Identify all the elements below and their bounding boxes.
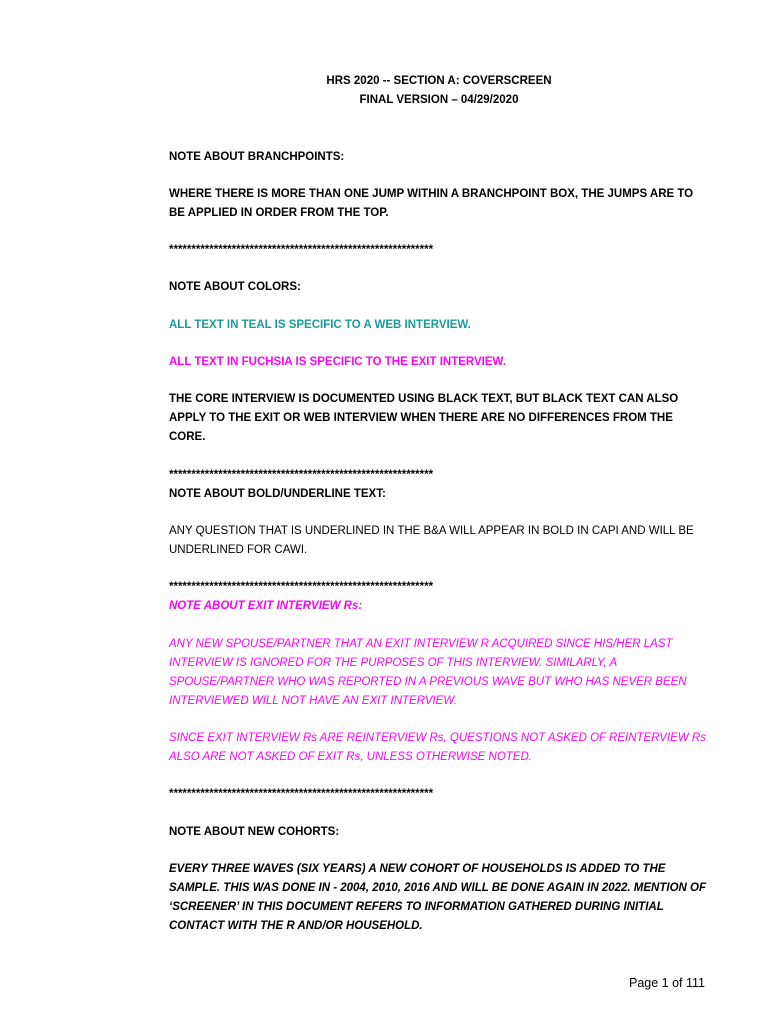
branchpoints-body: WHERE THERE IS MORE THAN ONE JUMP WITHIN A BRANCHPOINT BOX, THE JUMPS ARE TO BE APPLIED IN ORDER FROM THE TOP. [169, 188, 694, 219]
cohorts-heading: NOTE ABOUT NEW COHORTS: [169, 826, 340, 838]
separator-3: *********************************************************** [169, 581, 434, 593]
page-number: Page 1 of 111 [629, 976, 705, 990]
separator-4: *********************************************************** [169, 788, 434, 800]
doc-version: FINAL VERSION – 04/29/2020 [359, 94, 519, 106]
cohorts-body: EVERY THREE WAVES (SIX YEARS) A NEW COHORT OF HOUSEHOLDS IS ADDED TO THE SAMPLE. THIS WAS DONE IN - 2004, 2010, 2016 AND WILL BE DONE AGAIN IN 2022. MENTION OF ‘SCREENER’ IN THIS DOCUMENT REFERS TO INFORMATION GATHERED DURING INITIAL CONTACT WITH THE R AND/OR HOUSEHOLD. [169, 863, 706, 932]
core-note: THE CORE INTERVIEW IS DOCUMENTED USING BLACK TEXT, BUT BLACK TEXT CAN ALSO APPLY TO THE EXIT OR WEB INTERVIEW WHEN THERE ARE NO DIFFERENCES FROM THE CORE. [169, 393, 679, 443]
bold-underline-body: ANY QUESTION THAT IS UNDERLINED IN THE B&A WILL APPEAR IN BOLD IN CAPI AND WILL BE UNDERLINED FOR CAWI. [169, 525, 694, 556]
exit-rs-para1: ANY NEW SPOUSE/PARTNER THAT AN EXIT INTERVIEW R ACQUIRED SINCE HIS/HER LAST INTERVIEW IS IGNORED FOR THE PURPOSES OF THIS INTERVIEW. SIMILARLY, A SPOUSE/PARTNER WHO WAS REPORTED IN A PREVIOUS WAVE BUT WHO HAS NEVER BEEN INTERVIEWED WILL NOT HAVE AN EXIT INTERVIEW. [169, 638, 687, 707]
exit-rs-heading: NOTE ABOUT EXIT INTERVIEW Rs: [169, 600, 363, 612]
separator-1: *********************************************************** [169, 244, 434, 256]
colors-heading: NOTE ABOUT COLORS: [169, 281, 301, 293]
teal-note: ALL TEXT IN TEAL IS SPECIFIC TO A WEB INTERVIEW. [169, 319, 471, 331]
doc-title: HRS 2020 -- SECTION A: COVERSCREEN [326, 75, 552, 87]
fuchsia-note: ALL TEXT IN FUCHSIA IS SPECIFIC TO THE EXIT INTERVIEW. [169, 356, 506, 368]
separator-2: *********************************************************** [169, 469, 434, 481]
exit-rs-para2: SINCE EXIT INTERVIEW Rs ARE REINTERVIEW Rs, QUESTIONS NOT ASKED OF REINTERVIEW Rs ALSO ARE NOT ASKED OF EXIT Rs, UNLESS OTHERWISE NOTED. [169, 732, 706, 763]
bold-underline-heading: NOTE ABOUT BOLD/UNDERLINE TEXT: [169, 488, 386, 500]
branchpoints-heading: NOTE ABOUT BRANCHPOINTS: [169, 151, 345, 163]
